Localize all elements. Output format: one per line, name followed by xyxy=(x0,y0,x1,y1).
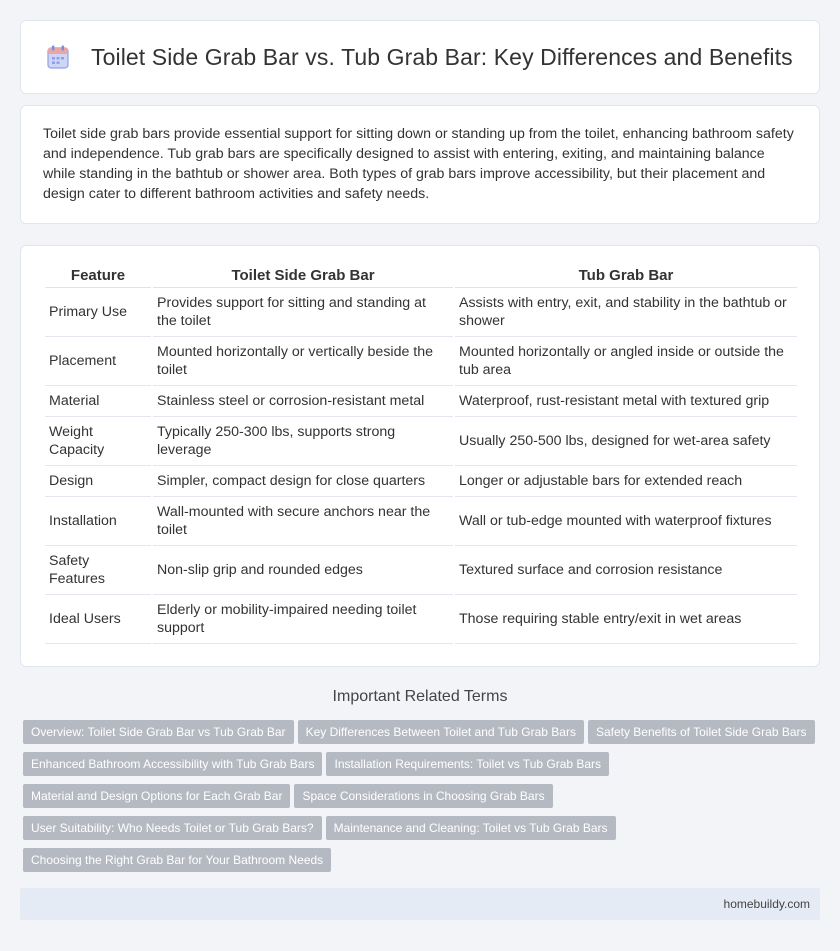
tub-cell: Usually 250-500 lbs, designed for wet-area safety xyxy=(455,417,797,466)
related-tag[interactable]: Choosing the Right Grab Bar for Your Bathroom Needs xyxy=(23,848,331,872)
header-card xyxy=(20,20,820,94)
header-toilet-side-grab-bar: Toilet Side Grab Bar xyxy=(153,266,453,288)
related-tag[interactable]: Maintenance and Cleaning: Toilet vs Tub Grab Bars xyxy=(326,816,616,840)
related-tag[interactable]: Safety Benefits of Toilet Side Grab Bars xyxy=(588,720,815,744)
tub-cell: Those requiring stable entry/exit in wet areas xyxy=(455,595,797,644)
header-feature: Feature xyxy=(45,266,151,288)
feature-cell: Design xyxy=(45,466,151,497)
page-title: Toilet Side Grab Bar vs. Tub Grab Bar: Key Differences and Benefits xyxy=(91,43,793,70)
table-row xyxy=(45,497,797,546)
table-row xyxy=(45,595,797,644)
intro-text: Toilet side grab bars provide essential support for sitting down or standing up from the toilet, enhancing bathroom safety and independence. Tub grab bars are specifically designed to assist with entering, exiting, and maintaining balance while standing in the bathtub or shower area. Both types of grab bars improve accessibility, but their placement and design cater to different bathroom activities and safety needs. xyxy=(43,126,794,202)
tub-cell: Waterproof, rust-resistant metal with textured grip xyxy=(455,386,797,417)
related-tag[interactable]: User Suitability: Who Needs Toilet or Tub Grab Bars? xyxy=(23,816,322,840)
toilet-cell: Wall-mounted with secure anchors near the toilet xyxy=(153,497,453,546)
toilet-cell: Elderly or mobility-impaired needing toilet support xyxy=(153,595,453,644)
toilet-cell: Simpler, compact design for close quarters xyxy=(153,466,453,497)
table-row xyxy=(45,417,797,466)
feature-cell: Safety Features xyxy=(45,546,151,595)
related-tag[interactable]: Space Considerations in Choosing Grab Bars xyxy=(294,784,552,808)
tub-cell: Textured surface and corrosion resistance xyxy=(455,546,797,595)
table-row xyxy=(45,337,797,386)
related-tag[interactable]: Overview: Toilet Side Grab Bar vs Tub Grab Bar xyxy=(23,720,294,744)
table-row xyxy=(45,288,797,337)
feature-cell: Installation xyxy=(45,497,151,546)
comparison-table xyxy=(43,266,799,644)
feature-cell: Weight Capacity xyxy=(45,417,151,466)
related-tag[interactable]: Installation Requirements: Toilet vs Tub Grab Bars xyxy=(326,752,609,776)
feature-cell: Placement xyxy=(45,337,151,386)
feature-cell: Material xyxy=(45,386,151,417)
feature-cell: Ideal Users xyxy=(45,595,151,644)
toilet-cell: Mounted horizontally or vertically beside the toilet xyxy=(153,337,453,386)
calendar-icon xyxy=(47,45,69,69)
feature-cell: Primary Use xyxy=(45,288,151,337)
toilet-cell: Stainless steel or corrosion-resistant metal xyxy=(153,386,453,417)
table-header-row xyxy=(45,266,797,288)
related-tag[interactable]: Key Differences Between Toilet and Tub Grab Bars xyxy=(298,720,584,744)
table-row xyxy=(45,386,797,417)
toilet-cell: Non-slip grip and rounded edges xyxy=(153,546,453,595)
tub-cell: Mounted horizontally or angled inside or outside the tub area xyxy=(455,337,797,386)
toilet-cell: Typically 250-300 lbs, supports strong leverage xyxy=(153,417,453,466)
toilet-cell: Provides support for sitting and standing at the toilet xyxy=(153,288,453,337)
footer xyxy=(20,888,820,920)
table-row xyxy=(45,466,797,497)
tub-cell: Wall or tub-edge mounted with waterproof fixtures xyxy=(455,497,797,546)
tub-cell: Assists with entry, exit, and stability in the bathtub or shower xyxy=(455,288,797,337)
related-terms-tags xyxy=(23,720,823,880)
intro-card xyxy=(20,105,820,224)
comparison-table-card xyxy=(20,245,820,667)
header-tub-grab-bar: Tub Grab Bar xyxy=(455,266,797,288)
tub-cell: Longer or adjustable bars for extended reach xyxy=(455,466,797,497)
footer-site-link[interactable]: homebuildy.com xyxy=(723,897,810,911)
related-terms-title: Important Related Terms xyxy=(332,688,508,705)
related-tag[interactable]: Enhanced Bathroom Accessibility with Tub Grab Bars xyxy=(23,752,322,776)
table-row xyxy=(45,546,797,595)
related-tag[interactable]: Material and Design Options for Each Grab Bar xyxy=(23,784,290,808)
